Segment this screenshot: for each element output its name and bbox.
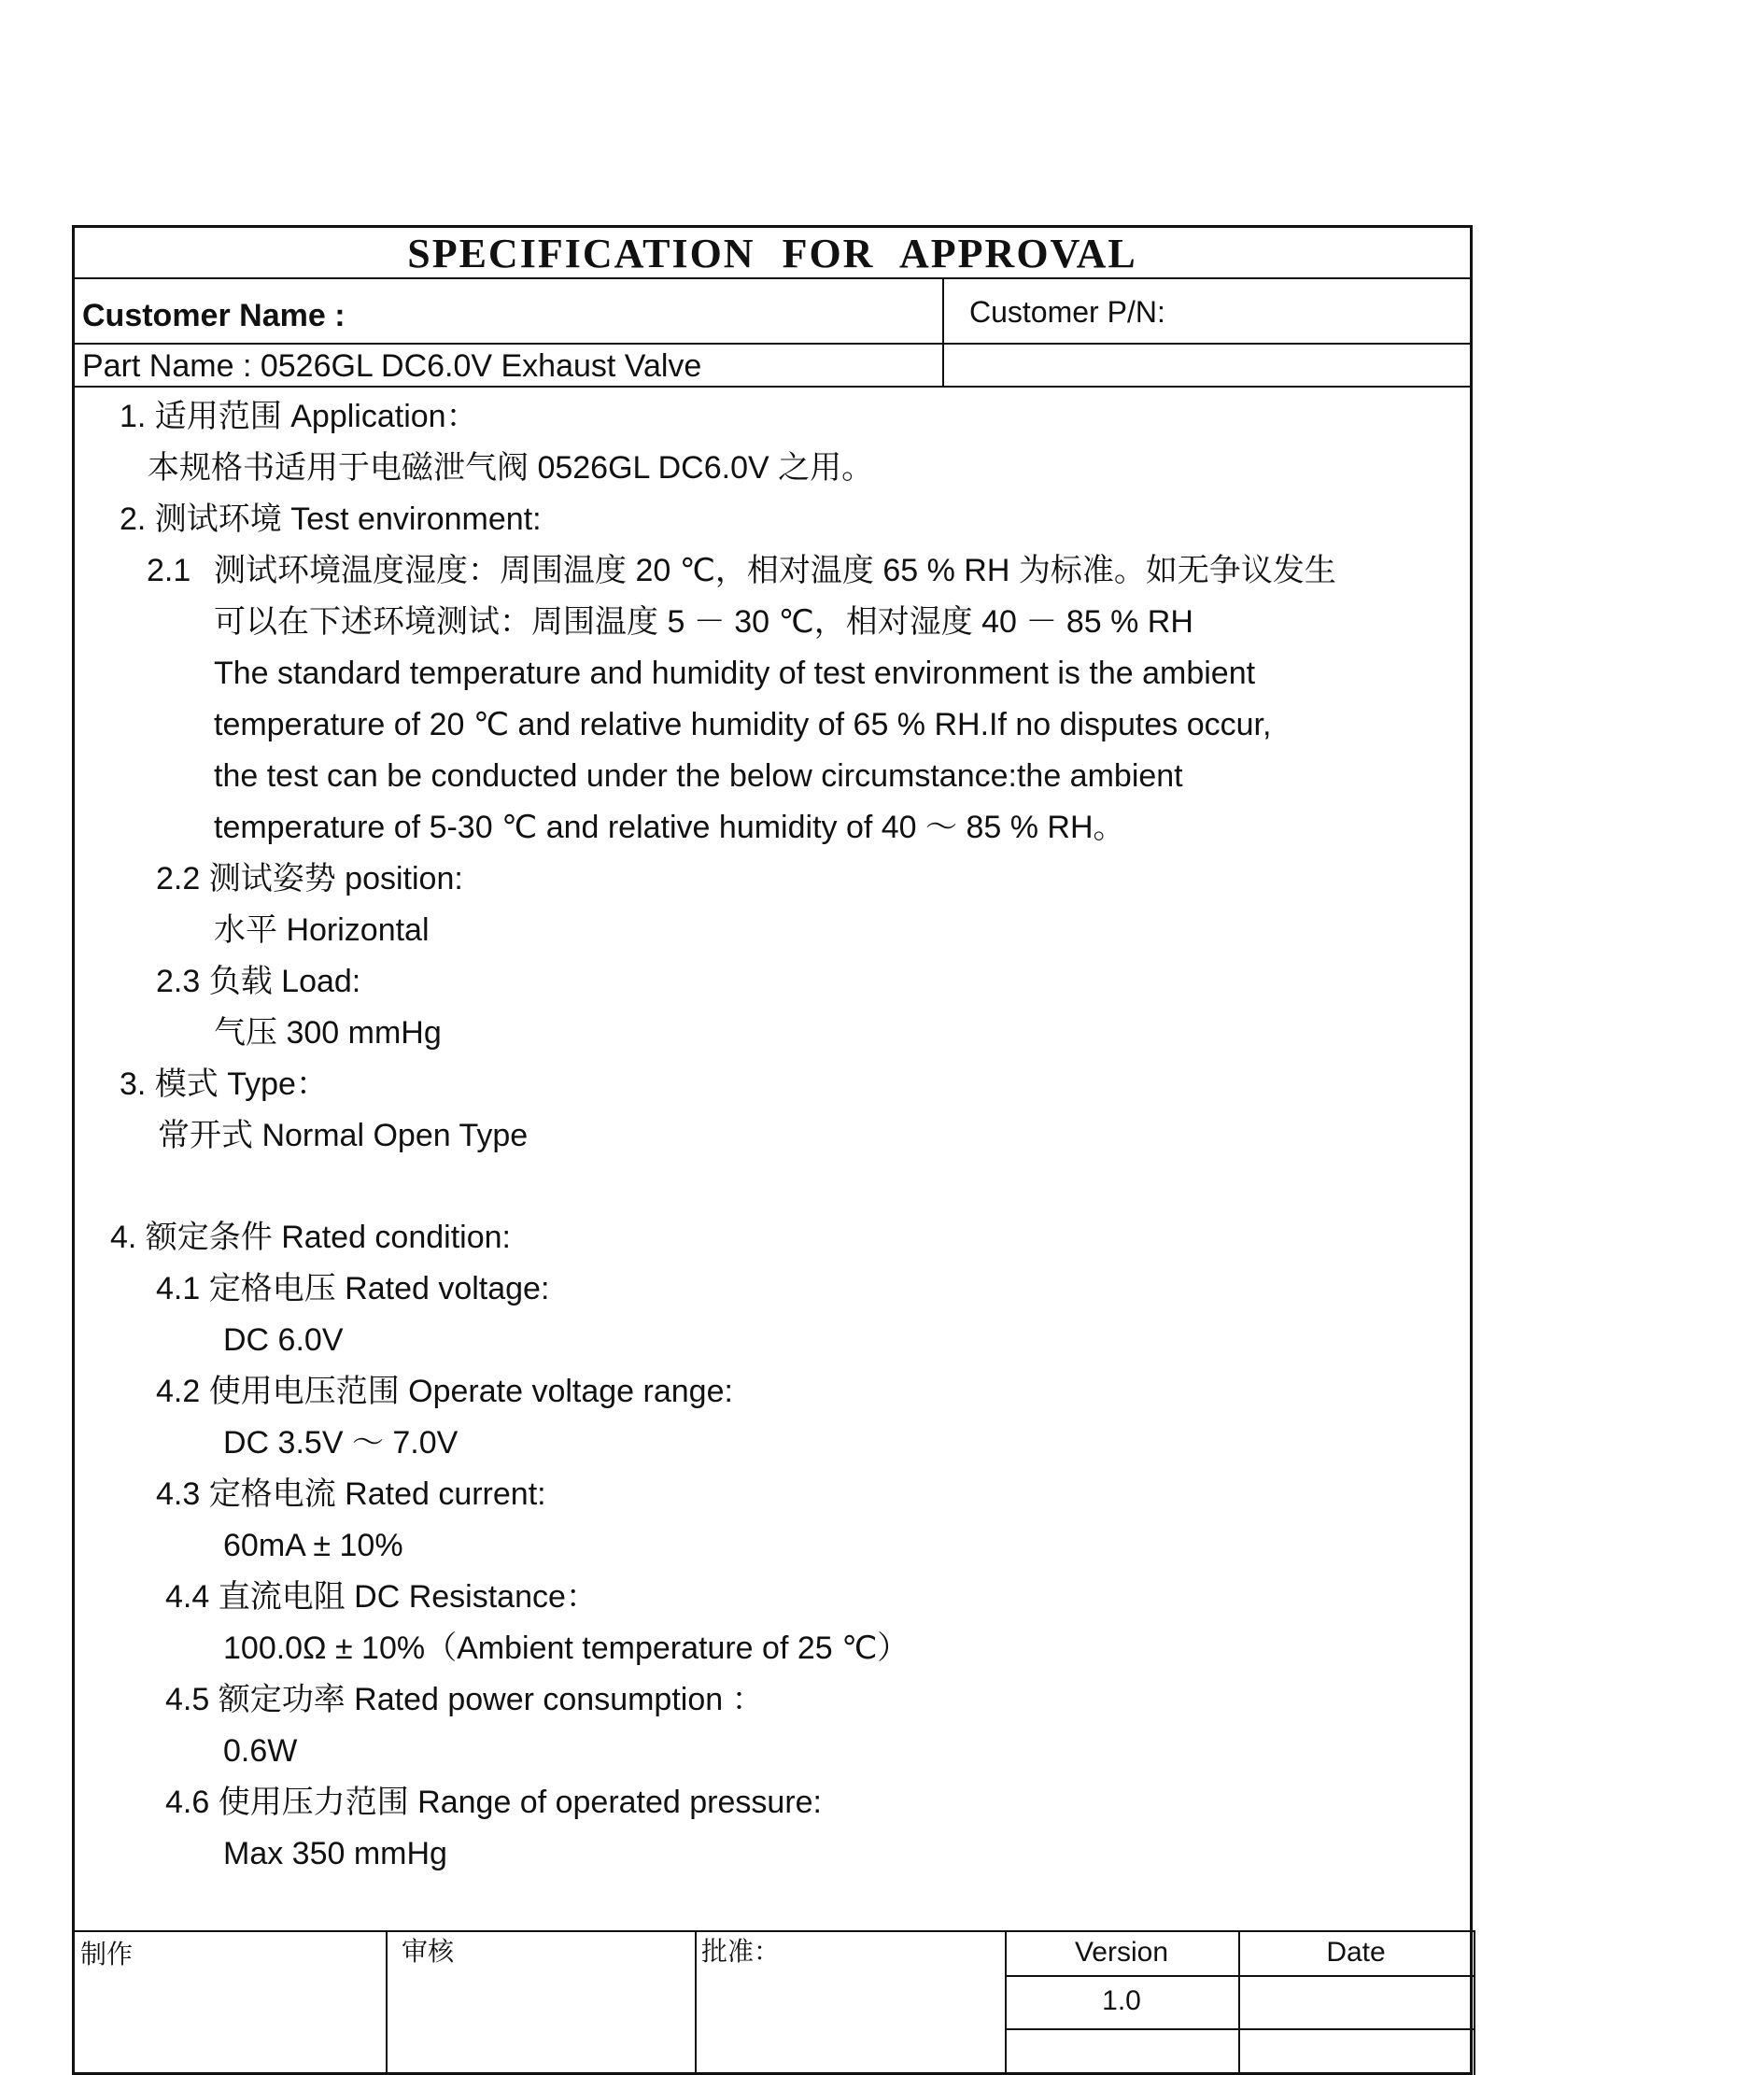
section-4-3-heading: 4.3 定格电流 Rated current: — [156, 1476, 546, 1512]
section-4-4-heading: 4.4 直流电阻 DC Resistance： — [165, 1579, 598, 1615]
date-label: Date — [1326, 1937, 1386, 1968]
section-4-6-heading: 4.6 使用压力范围 Range of operated pressure: — [165, 1785, 822, 1820]
section-2-2-heading: 2.2 测试姿势 position: — [156, 861, 463, 896]
section-4-5-value: 0.6W — [223, 1733, 298, 1769]
section-4-3-value: 60mA ± 10% — [223, 1528, 403, 1563]
section-4-2-value: DC 3.5V ～ 7.0V — [223, 1425, 459, 1461]
section-2-1-line-3: The standard temperature and humidity of test environment is the ambient — [214, 656, 1256, 691]
section-2-3-heading: 2.3 负载 Load: — [156, 964, 361, 999]
section-2-1-line-2: 可以在下述环境测试：周围温度 5 － 30 ℃，相对湿度 40 － 85 % RH — [214, 604, 1193, 640]
section-4-1-value: DC 6.0V — [223, 1322, 344, 1358]
section-2-1-line-4: temperature of 20 ℃ and relative humidity of 65 % RH.If no disputes occur, — [214, 707, 1272, 742]
section-2-1-number: 2.1 — [147, 553, 191, 588]
section-2-2-value: 水平 Horizontal — [214, 912, 430, 948]
section-2-1-line-6: temperature of 5-30 ℃ and relative humidity of 40 ～ 85 % RH。 — [214, 810, 1125, 845]
title-divider — [72, 277, 1473, 279]
footer-divider-2 — [695, 1930, 697, 2075]
footer-top-divider — [72, 1930, 1475, 1932]
version-row-divider-1 — [1005, 1975, 1475, 1977]
version-label: Version — [1074, 1937, 1169, 1968]
approved-by-label: 批准： — [701, 1937, 781, 1966]
version-row-divider-2 — [1005, 2028, 1475, 2030]
reviewed-by-label: 审核 — [402, 1937, 455, 1966]
section-4-2-heading: 4.2 使用电压范围 Operate voltage range: — [156, 1374, 733, 1409]
customer-pn-label: Customer P/N: — [969, 295, 1165, 329]
section-4-heading: 4. 额定条件 Rated condition: — [110, 1220, 511, 1255]
made-by-label: 制作 — [80, 1940, 134, 1969]
section-2-1-line-1: 测试环境温度湿度：周围温度 20 ℃，相对温度 65 % RH 为标准。如无争议发生 — [214, 553, 1336, 588]
document-title: SPECIFICATION FOR APPROVAL — [407, 231, 1137, 276]
version-value: 1.0 — [1102, 1985, 1141, 2016]
footer-divider-1 — [386, 1930, 388, 2075]
section-2-3-value: 气压 300 mmHg — [214, 1015, 442, 1051]
section-4-1-heading: 4.1 定格电压 Rated voltage: — [156, 1271, 550, 1306]
section-2-1-line-5: the test can be conducted under the below circumstance:the ambient — [214, 758, 1183, 794]
section-3-heading: 3. 模式 Type： — [120, 1066, 328, 1102]
customer-row-divider — [72, 343, 1473, 345]
part-name: Part Name : 0526GL DC6.0V Exhaust Valve — [82, 348, 702, 384]
header-column-divider — [942, 277, 944, 387]
customer-name-label: Customer Name : — [82, 298, 346, 333]
section-1-text: 本规格书适用于电磁泄气阀 0526GL DC6.0V 之用。 — [148, 450, 874, 486]
section-4-6-value: Max 350 mmHg — [223, 1836, 447, 1871]
section-1-heading: 1. 适用范围 Application： — [120, 399, 478, 434]
section-3-value: 常开式 Normal Open Type — [158, 1118, 529, 1153]
footer-right-edge — [1474, 1930, 1475, 2075]
section-4-4-value: 100.0Ω ± 10%（Ambient temperature of 25 ℃） — [223, 1630, 910, 1666]
section-2-heading: 2. 测试环境 Test environment: — [120, 501, 542, 537]
section-4-5-heading: 4.5 额定功率 Rated power consumption ： — [165, 1682, 764, 1717]
part-row-divider — [72, 386, 1473, 388]
